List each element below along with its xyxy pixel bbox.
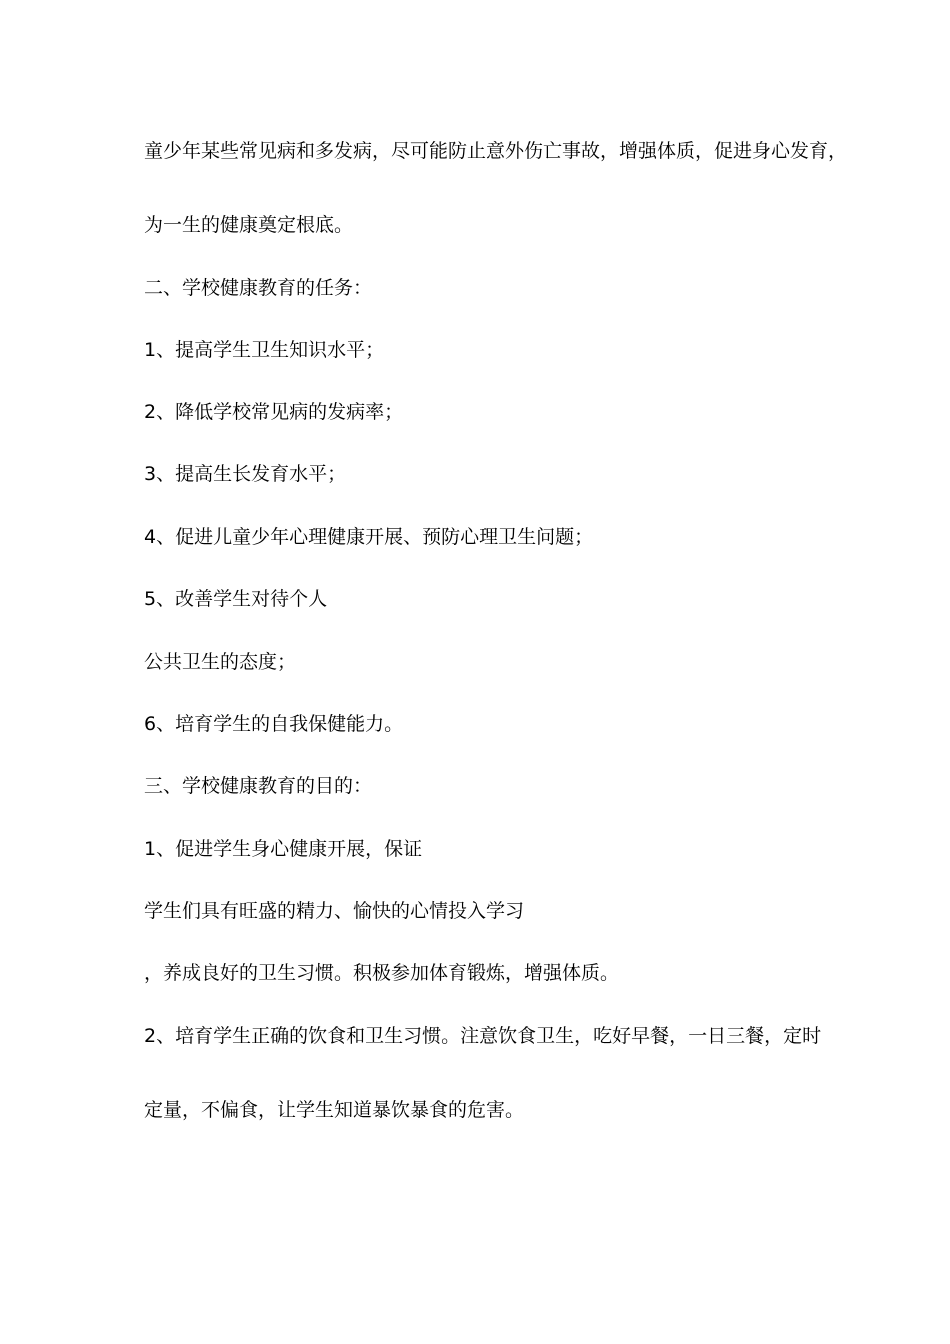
- text-line-goal-2-cont: 定量，不偏食，让学生知道暴饮暴食的危害。: [144, 1099, 525, 1121]
- text-line-task-5-cont: 公共卫生的态度；: [144, 651, 297, 673]
- list-item-task-3: 3、提高生长发育水平；: [144, 463, 347, 485]
- list-item-task-6: 6、培育学生的自我保健能力。: [144, 713, 404, 735]
- list-item-goal-1: 1、促进学生身心健康开展，保证: [144, 838, 423, 860]
- text-line-goal-1-cont-a: 学生们具有旺盛的精力、愉快的心情投入学习: [144, 900, 525, 922]
- list-item-task-5: 5、改善学生对待个人: [144, 588, 328, 610]
- text-line-1: 童少年某些常见病和多发病，尽可能防止意外伤亡事故，增强体质，促进身心发育，: [144, 140, 848, 162]
- list-item-task-4: 4、促进儿童少年心理健康开展、预防心理卫生问题；: [144, 526, 594, 548]
- list-item-task-1: 1、提高学生卫生知识水平；: [144, 339, 385, 361]
- list-item-task-2: 2、降低学校常见病的发病率；: [144, 401, 404, 423]
- section-heading-tasks: 二、学校健康教育的任务：: [144, 277, 373, 299]
- list-item-goal-2: 2、培育学生正确的饮食和卫生习惯。注意饮食卫生，吃好早餐，一日三餐，定时: [144, 1025, 822, 1047]
- text-line-2: 为一生的健康奠定根底。: [144, 214, 354, 236]
- section-heading-goals: 三、学校健康教育的目的：: [144, 775, 373, 797]
- text-line-goal-1-cont-b: ，养成良好的卫生习惯。积极参加体育锻炼，增强体质。: [144, 962, 620, 984]
